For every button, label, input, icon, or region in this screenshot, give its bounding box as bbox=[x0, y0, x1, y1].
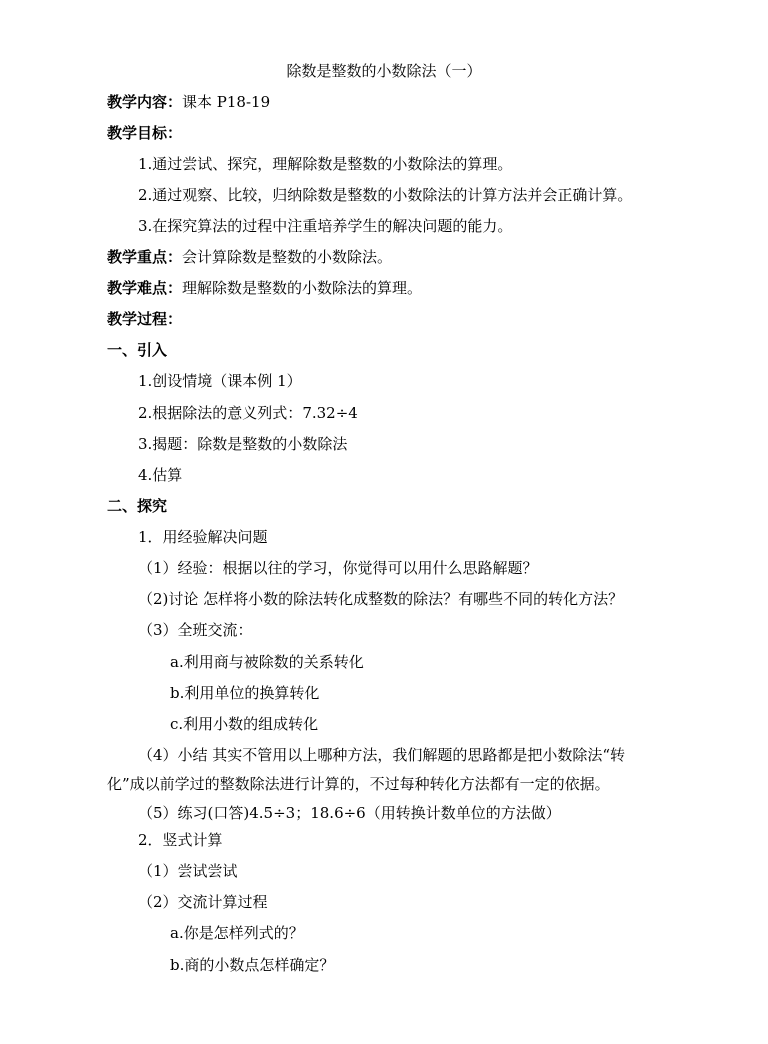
subsection-1-option-c: c.利用小数的组成转化 bbox=[170, 715, 319, 733]
subsection-2-option-a: a.你是怎样列式的？ bbox=[170, 924, 304, 942]
key-point-label: 教学重点： bbox=[107, 248, 183, 266]
section-1-item-3: 3.揭题：除数是整数的小数除法 bbox=[138, 435, 348, 453]
subsection-1-p4-line-2: 化”成以前学过的整数除法进行计算的，不过每种转化方法都有一定的依据。 bbox=[107, 775, 610, 793]
teaching-process-label: 教学过程： bbox=[107, 310, 183, 328]
difficulty-line bbox=[107, 278, 422, 298]
goal-item-1: 1.通过尝试、探究，理解除数是整数的小数除法的算理。 bbox=[138, 155, 513, 173]
subsection-1-option-a: a.利用商与被除数的关系转化 bbox=[170, 653, 364, 671]
subsection-1-option-b: b.利用单位的换算转化 bbox=[170, 684, 320, 702]
difficulty-label: 教学难点： bbox=[107, 279, 183, 297]
section-1-heading: 一、引入 bbox=[107, 341, 168, 359]
section-1-item-1: 1.创设情境（课本例 1） bbox=[138, 372, 302, 390]
document-title: 除数是整数的小数除法（一） bbox=[286, 62, 482, 80]
subsection-2-title: 2．竖式计算 bbox=[138, 831, 223, 849]
teaching-content-value: 课本 P18-19 bbox=[182, 93, 271, 111]
subsection-1-p3: （3）全班交流： bbox=[138, 621, 253, 639]
key-point-line bbox=[107, 247, 392, 267]
subsection-1-p5: （5）练习(口答)4.5÷3；18.6÷6（用转换计数单位的方法做） bbox=[138, 804, 561, 822]
goal-item-2: 2.通过观察、比较，归纳除数是整数的小数除法的计算方法并会正确计算。 bbox=[138, 186, 633, 204]
section-1-item-4: 4.估算 bbox=[138, 466, 183, 484]
key-point-value: 会计算除数是整数的小数除法。 bbox=[182, 248, 393, 266]
goal-item-3: 3.在探究算法的过程中注重培养学生的解决问题的能力。 bbox=[138, 217, 513, 235]
section-1-item-2: 2.根据除法的意义列式：7.32÷4 bbox=[138, 404, 358, 422]
subsection-2-p2: （2）交流计算过程 bbox=[138, 893, 268, 911]
subsection-1-p2: （2)讨论 怎样将小数的除法转化成整数的除法？有哪些不同的转化方法？ bbox=[138, 590, 624, 608]
difficulty-value: 理解除数是整数的小数除法的算理。 bbox=[182, 279, 423, 297]
teaching-content-label: 教学内容： bbox=[107, 93, 183, 111]
subsection-2-option-b: b.商的小数点怎样确定？ bbox=[170, 956, 335, 974]
subsection-1-p1: （1）经验：根据以往的学习，你觉得可以用什么思路解题？ bbox=[138, 559, 538, 577]
subsection-1-title: 1．用经验解决问题 bbox=[138, 528, 268, 546]
section-2-heading: 二、探究 bbox=[107, 497, 168, 515]
subsection-1-p4-line-1: （4）小结 其实不管用以上哪种方法，我们解题的思路都是把小数除法“转 bbox=[138, 746, 625, 764]
teaching-goals-label: 教学目标： bbox=[107, 124, 183, 142]
subsection-2-p1: （1）尝试尝试 bbox=[138, 862, 238, 880]
teaching-content-line bbox=[107, 92, 270, 112]
